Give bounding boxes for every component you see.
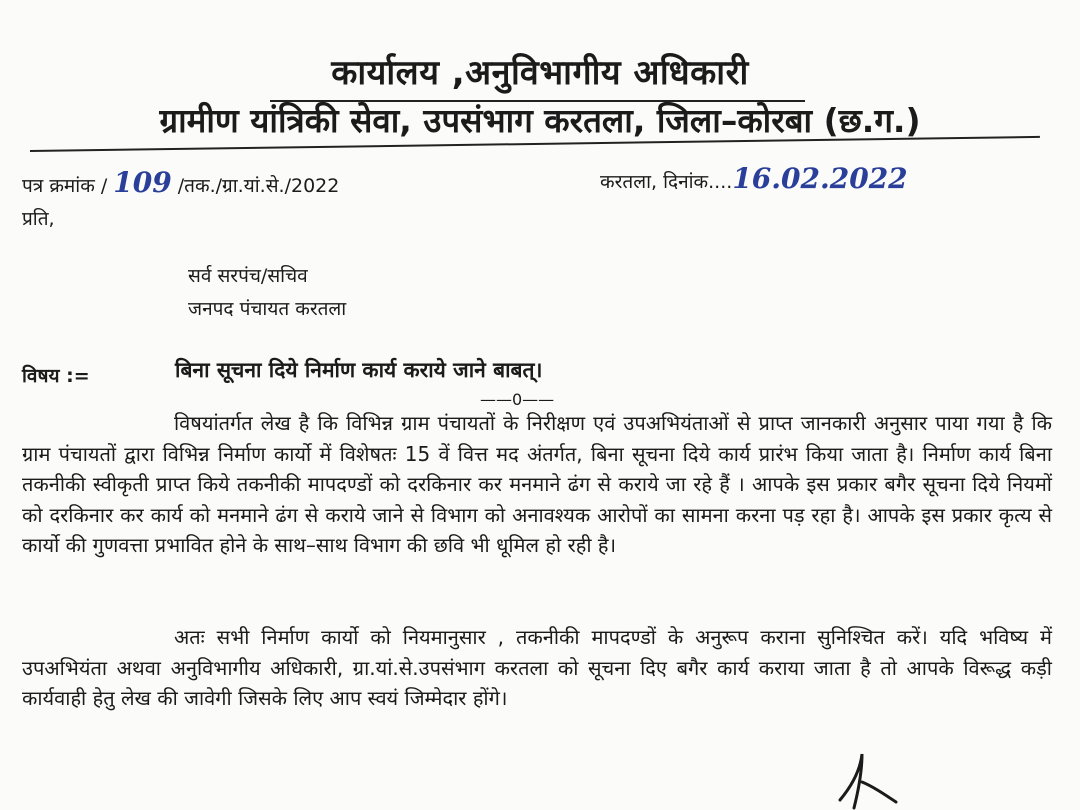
recipient-to: प्रति, — [22, 208, 55, 230]
reference-number: 109 — [113, 166, 172, 199]
date-prefix: करतला, दिनांक.... — [600, 171, 733, 193]
body-paragraph-1: विषयांतर्गत लेख है कि विभिन्न ग्राम पंचायतों के निरीक्षण एवं उपअभियंताओं से प्राप्त जानकारी अनुसार पाया गया है कि ग्राम पंचायतों द्वारा विभिन्न निर्माण कार्यो में विशेषतः 15 वें वित्त मद अंतर्गत, बिना सूचना दिये कार्य प्रारंभ किया जाता है। निर्माण कार्य बिना तकनीकी स्वीकृती प्राप्त किये तकनीकी मापदण्डों को दरकिनार कर मनमाने ढंग से कराये जा रहे हैं । आपके इस प्रकार बगैर सूचना दिये नियमों को दरकिनार कर कार्य को मनमाने ढंग से कराये जाने से विभाग को अनावश्यक आरोपों का सामना करना पड़ रहा है। आपके इस प्रकार कृत्य से कार्यो की गुणवत्ता प्रभावित होने के साथ–साथ विभाग की छवि भी धूमिल हो रही है। — [22, 411, 1052, 558]
date-value: 16.02.2022 — [732, 162, 908, 195]
signature-mark — [832, 742, 902, 810]
recipient-line-1: सर्व सरपंच/सचिव — [188, 265, 308, 287]
office-subtitle: ग्रामीण यांत्रिकी सेवा, उपसंभाग करतला, जिला–कोरबा (छ.ग.) — [159, 101, 921, 140]
subject-text: बिना सूचना दिये निर्माण कार्य कराये जाने बाबत्। — [175, 358, 543, 382]
separator: ——0—— — [480, 390, 555, 409]
reference-prefix: पत्र क्रमांक / — [22, 175, 108, 197]
reference-line — [22, 166, 339, 199]
recipient-line-2: जनपद पंचायत करतला — [188, 298, 347, 320]
office-title: कार्यालय ,अनुविभागीय अधिकारी — [331, 53, 749, 93]
date-line — [600, 162, 908, 195]
subject-label: विषय := — [22, 365, 90, 387]
body-paragraph-2: अतः सभी निर्माण कार्यो को नियमानुसार , तकनीकी मापदण्डों के अनुरूप कराना सुनिश्चित करें। यदि भविष्य में उपअभियंता अथवा अनुविभागीय अधिकारी, ग्रा.यां.से.उपसंभाग करतला को सूचना दिए बगैर कार्य कराया जाता है तो आपके विरूद्ध कड़ी कार्यवाही हेतु लेख की जावेगी जिसके लिए आप स्वयं जिम्मेदार होंगे। — [22, 625, 1052, 711]
reference-suffix: /तक./ग्रा.यां.से./2022 — [177, 175, 340, 197]
